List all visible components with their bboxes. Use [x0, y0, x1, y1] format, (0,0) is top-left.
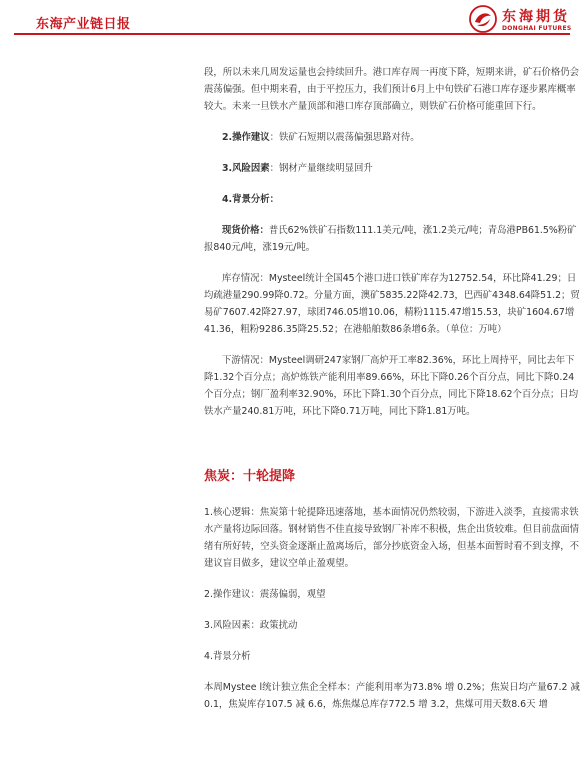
operation-advice-text: ：铁矿石短期以震荡偏强思路对待。 — [269, 132, 420, 143]
iron-ore-inventory: 库存情况：Mysteel统计全国45个港口进口铁矿库存为12752.54，环比降41.29；日均疏港量290.99降0.72。分量方面，澳矿5835.22降42.73，巴西矿4348.64降51.2；贸易矿7607.42降27.97，球团746.05增10.06，精粉1115.47增15.53，块矿1604.67增41.36，粗粉9286.35降25.52；在港船舶数86条增6条。（单位：万吨） — [204, 273, 580, 335]
operation-advice-label: 2.操作建议 — [222, 132, 270, 143]
coke-background-heading: 4.背景分析 — [204, 651, 251, 662]
risk-factors-text: ：钢材产量继续明显回升 — [269, 163, 373, 174]
logo-emblem-icon — [468, 4, 498, 34]
coke-operation-advice: 2.操作建议：震荡偏弱，观望 — [204, 589, 326, 600]
iron-ore-risk-factors — [204, 160, 580, 177]
iron-ore-intro-paragraph: 段，所以未来几周发运量也会持续回升。港口库存周一再度下降，短期来讲，矿石价格仍会震荡偏强。但中期来看，由于平控压力，我们预计6月上中旬铁矿石港口库存逐步累库概率较大。未来一旦铁水产量顶部和港口库存顶部确立，则铁矿石价格可能重回下行。 — [204, 67, 580, 112]
iron-ore-operation-advice — [204, 129, 580, 146]
spot-price-label: 现货价格： — [222, 225, 269, 236]
iron-ore-background-heading: 4.背景分析： — [222, 194, 279, 205]
spot-price-text: 普氏62%铁矿石指数111.1美元/吨，涨1.2美元/吨；青岛港PB61.5%粉矿报840元/吨，涨19元/吨。 — [204, 225, 577, 253]
coke-risk-factors: 3.风险因素：政策扰动 — [204, 620, 298, 631]
iron-ore-spot-price — [204, 222, 580, 256]
report-header — [0, 0, 584, 40]
donghai-futures-logo — [468, 4, 576, 34]
iron-ore-downstream: 下游情况：Mysteel调研247家钢厂高炉开工率82.36%，环比上周持平，同比去年下降1.32个百分点；高炉炼铁产能利用率89.66%，环比下降0.26个百分点，同比下降0.24个百分点；钢厂盈利率32.90%，环比下降1.30个百分点，同比下降18.62个百分点；日均铁水产量240.81万吨，环比下降0.71万吨，同比下降1.81万吨。 — [204, 355, 579, 417]
report-title: 东海产业链日报 — [36, 17, 131, 32]
logo-english-text: DONGHAI FUTURES — [502, 25, 572, 32]
report-body — [204, 64, 580, 713]
header-divider — [14, 33, 570, 35]
coke-section-title: 焦炭：十轮提降 — [204, 469, 296, 484]
coke-background-text: 本周Mystee l统计独立焦企全样本：产能利用率为73.8% 增 0.2%；焦炭日均产量67.2 减 0.1，焦炭库存107.5 减 6.6，炼焦煤总库存772.5 增 3.2，焦煤可用天数8.6天 增 — [204, 682, 580, 710]
risk-factors-label: 3.风险因素 — [222, 163, 270, 174]
logo-chinese-text: 东海期货 — [502, 9, 570, 25]
coke-core-logic: 1.核心逻辑：焦炭第十轮提降迅速落地，基本面情况仍然较弱，下游进入淡季，直接需求铁水产量将边际回落。钢材销售不佳直接导致钢厂补库不积极，焦企出货较难。但目前盘面情绪有所好转，空头资金逐渐止盈离场后，部分抄底资金入场，但基本面暂时看不到支撑，不建议盲目做多，建议空单止盈观望。 — [204, 507, 580, 569]
